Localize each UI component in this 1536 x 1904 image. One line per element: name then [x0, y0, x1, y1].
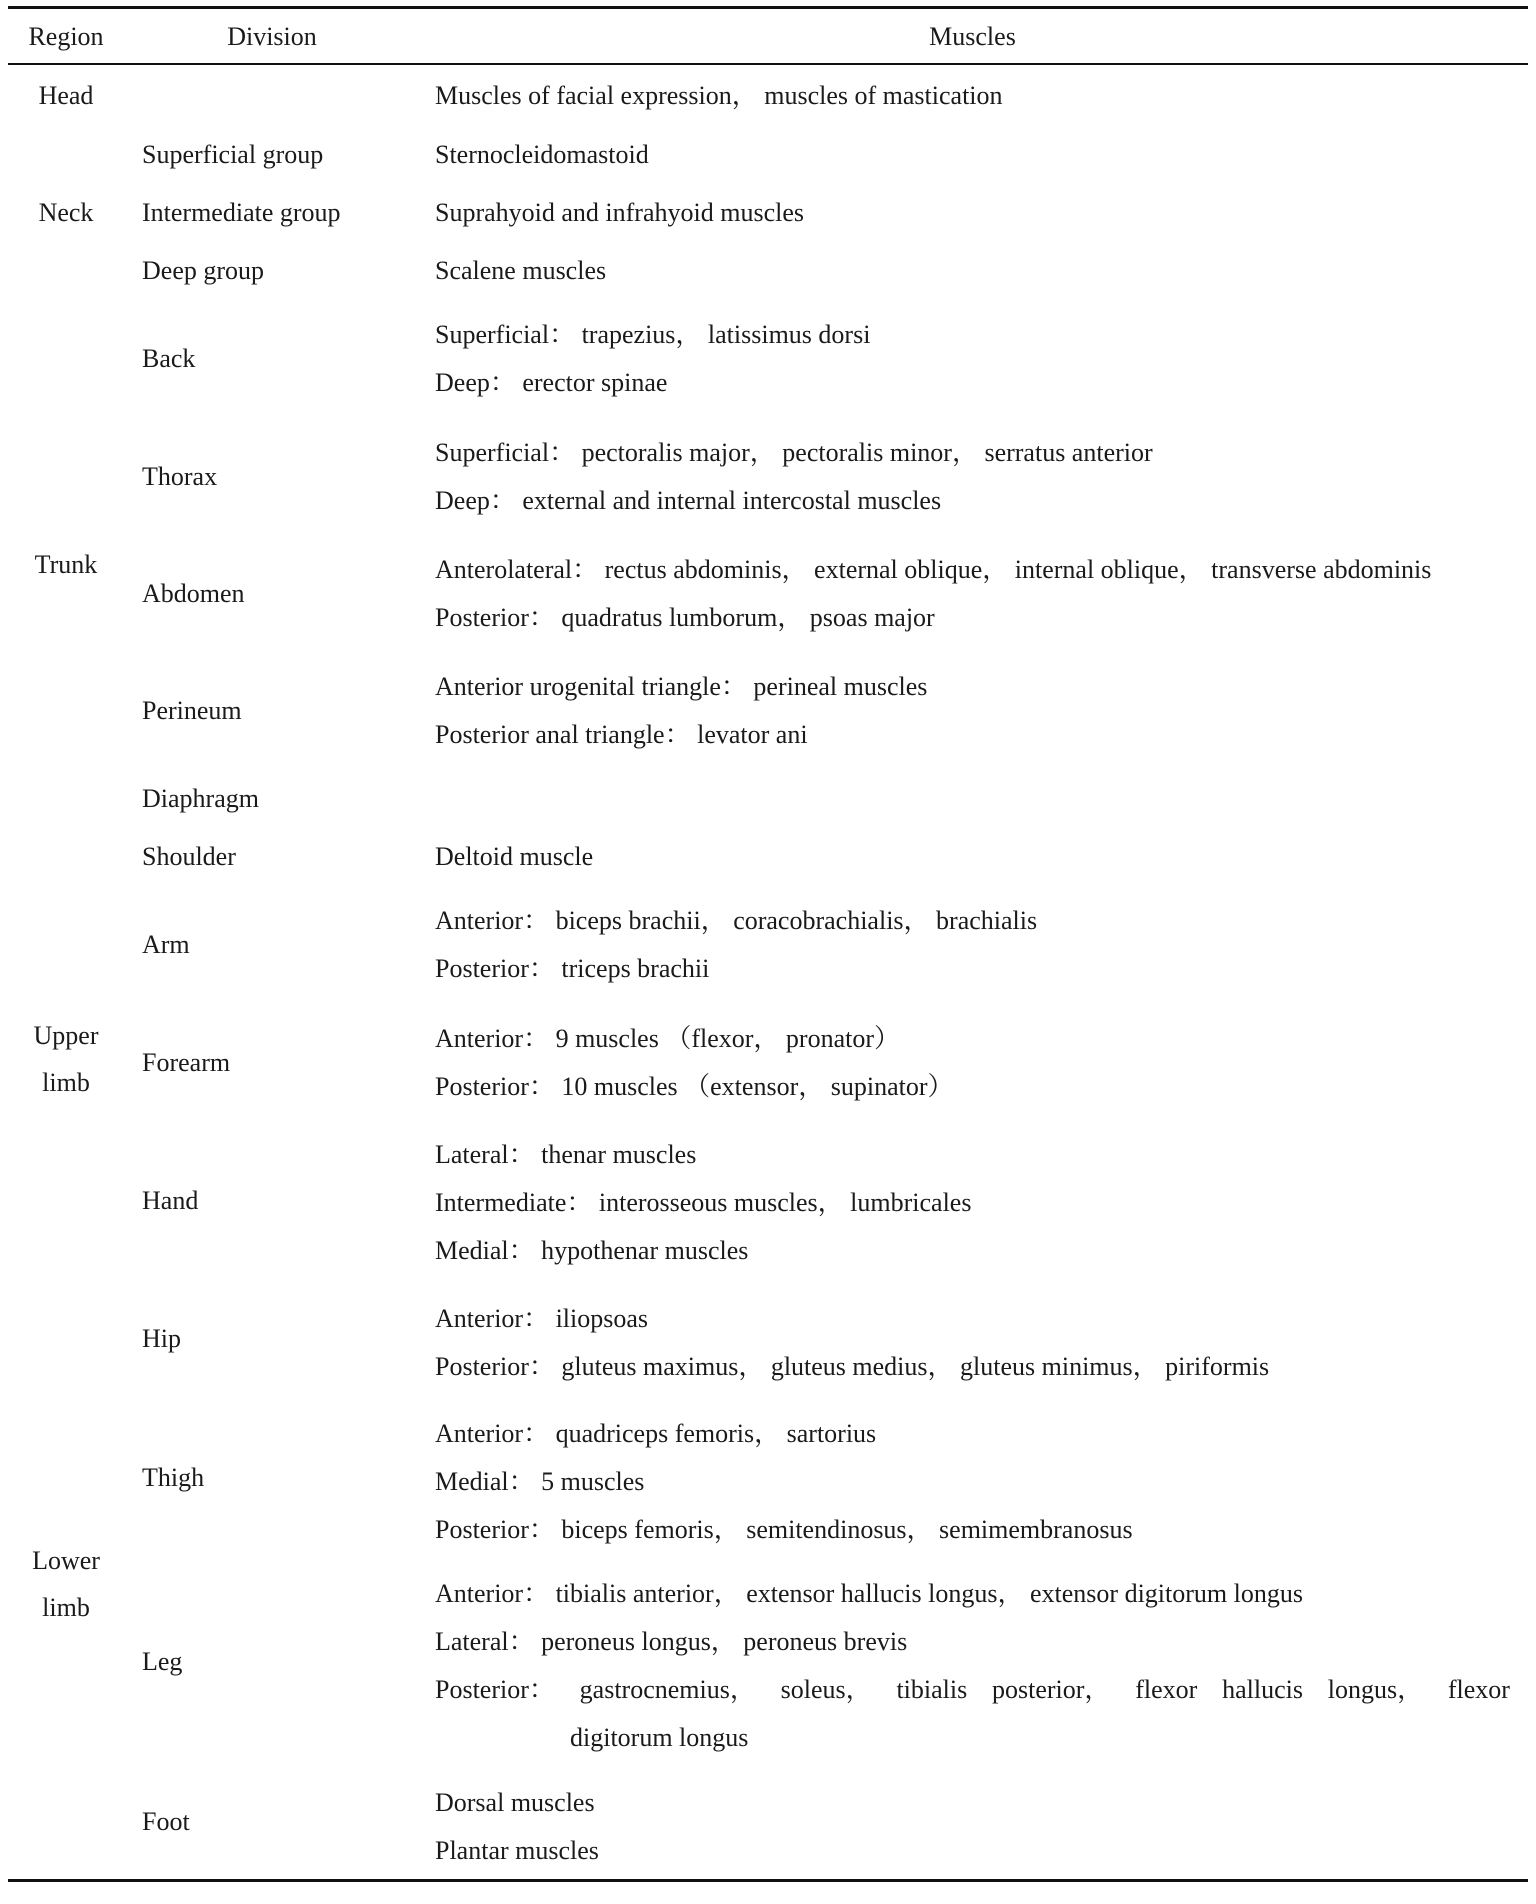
division-deep-group: Deep group — [142, 256, 265, 285]
muscles-neck-superficial: Sternocleidomastoid — [435, 140, 649, 169]
muscles-hip-line-2: Posterior： gluteus maximus， gluteus medius， gluteus minimus， piriformis — [435, 1352, 1270, 1381]
region-lower-limb-line-1: Lower — [32, 1546, 100, 1575]
leg-posterior-word: flexor — [1135, 1675, 1198, 1704]
division-forearm: Forearm — [142, 1048, 231, 1077]
muscles-thigh-line-1: Anterior： quadriceps femoris， sartorius — [435, 1419, 877, 1448]
muscles-thigh-line-3: Posterior： biceps femoris， semitendinosus， semimembranosus — [435, 1515, 1133, 1544]
muscles-neck-intermediate: Suprahyoid and infrahyoid muscles — [435, 198, 804, 227]
header-muscles: Muscles — [929, 22, 1016, 51]
division-hand: Hand — [142, 1186, 199, 1215]
leg-posterior-word: gastrocnemius， — [579, 1675, 756, 1704]
muscles-abdomen-line-2: Posterior： quadratus lumborum， psoas major — [435, 603, 935, 632]
muscles-forearm-line-2: Posterior： 10 muscles （extensor， supinator） — [435, 1072, 954, 1101]
muscles-abdomen-line-1: Anterolateral： rectus abdominis， external oblique， internal oblique， transverse abdominis — [435, 555, 1432, 584]
leg-posterior-word: hallucis — [1222, 1675, 1303, 1704]
muscles-hand-line-3: Medial： hypothenar muscles — [435, 1236, 749, 1265]
leg-posterior-word: longus， — [1327, 1675, 1424, 1704]
division-abdomen: Abdomen — [142, 579, 245, 608]
muscles-arm-line-2: Posterior： triceps brachii — [435, 954, 710, 983]
table-header-rule — [8, 63, 1528, 65]
division-perineum: Perineum — [142, 696, 242, 725]
muscles-shoulder: Deltoid muscle — [435, 842, 594, 871]
leg-posterior-word: flexor — [1447, 1675, 1510, 1704]
leg-posterior-word: Posterior： — [435, 1675, 555, 1704]
muscles-leg-line-3-continuation: digitorum longus — [570, 1723, 749, 1752]
division-back: Back — [142, 344, 196, 373]
region-upper-limb-line-2: limb — [42, 1068, 90, 1097]
muscles-neck-deep: Scalene muscles — [435, 256, 607, 285]
region-lower-limb — [0, 1537, 132, 1631]
muscles-hand-line-2: Intermediate： interosseous muscles， lumbricales — [435, 1188, 972, 1217]
division-thorax: Thorax — [142, 462, 218, 491]
region-upper-limb-line-1: Upper — [33, 1021, 99, 1050]
leg-posterior-word: tibialis — [896, 1675, 968, 1704]
muscles-hip-line-1: Anterior： iliopsoas — [435, 1304, 649, 1333]
muscles-thorax-line-2: Deep： external and internal intercostal muscles — [435, 486, 942, 515]
region-lower-limb-line-2: limb — [42, 1593, 90, 1622]
header-division: Division — [227, 22, 317, 51]
division-foot: Foot — [142, 1807, 190, 1836]
muscles-arm-line-1: Anterior： biceps brachii， coracobrachialis， brachialis — [435, 906, 1038, 935]
muscles-foot-line-2: Plantar muscles — [435, 1836, 599, 1865]
leg-posterior-word: soleus， — [780, 1675, 872, 1704]
region-upper-limb — [0, 1012, 132, 1106]
division-superficial-group: Superficial group — [142, 140, 324, 169]
leg-posterior-word: posterior， — [992, 1675, 1111, 1704]
region-trunk: Trunk — [34, 550, 98, 579]
muscles-forearm-line-1: Anterior： 9 muscles （flexor， pronator） — [435, 1024, 901, 1053]
division-leg: Leg — [142, 1647, 183, 1676]
muscles-leg-line-1: Anterior： tibialis anterior， extensor hallucis longus， extensor digitorum longus — [435, 1579, 1303, 1608]
division-thigh: Thigh — [142, 1463, 205, 1492]
table-top-rule — [8, 6, 1528, 9]
division-hip: Hip — [142, 1324, 181, 1353]
muscles-leg-line-3 — [435, 1677, 1510, 1703]
muscles-perineum-line-2: Posterior anal triangle： levator ani — [435, 720, 808, 749]
muscles-thorax-line-1: Superficial： pectoralis major， pectoralis minor， serratus anterior — [435, 438, 1153, 467]
division-shoulder: Shoulder — [142, 842, 236, 871]
region-neck: Neck — [38, 198, 94, 227]
muscles-thigh-line-2: Medial： 5 muscles — [435, 1467, 645, 1496]
division-arm: Arm — [142, 930, 190, 959]
muscles-head: Muscles of facial expression， muscles of mastication — [435, 81, 1003, 110]
division-diaphragm: Diaphragm — [142, 784, 259, 813]
muscles-back-line-2: Deep： erector spinae — [435, 368, 668, 397]
table-bottom-rule — [8, 1879, 1528, 1882]
muscles-perineum-line-1: Anterior urogenital triangle： perineal muscles — [435, 672, 928, 701]
header-region: Region — [28, 22, 104, 51]
muscles-foot-line-1: Dorsal muscles — [435, 1788, 595, 1817]
muscles-leg-line-2: Lateral： peroneus longus， peroneus brevis — [435, 1627, 908, 1656]
region-head: Head — [38, 81, 94, 110]
muscles-back-line-1: Superficial： trapezius， latissimus dorsi — [435, 320, 871, 349]
muscles-hand-line-1: Lateral： thenar muscles — [435, 1140, 697, 1169]
division-intermediate-group: Intermediate group — [142, 198, 341, 227]
